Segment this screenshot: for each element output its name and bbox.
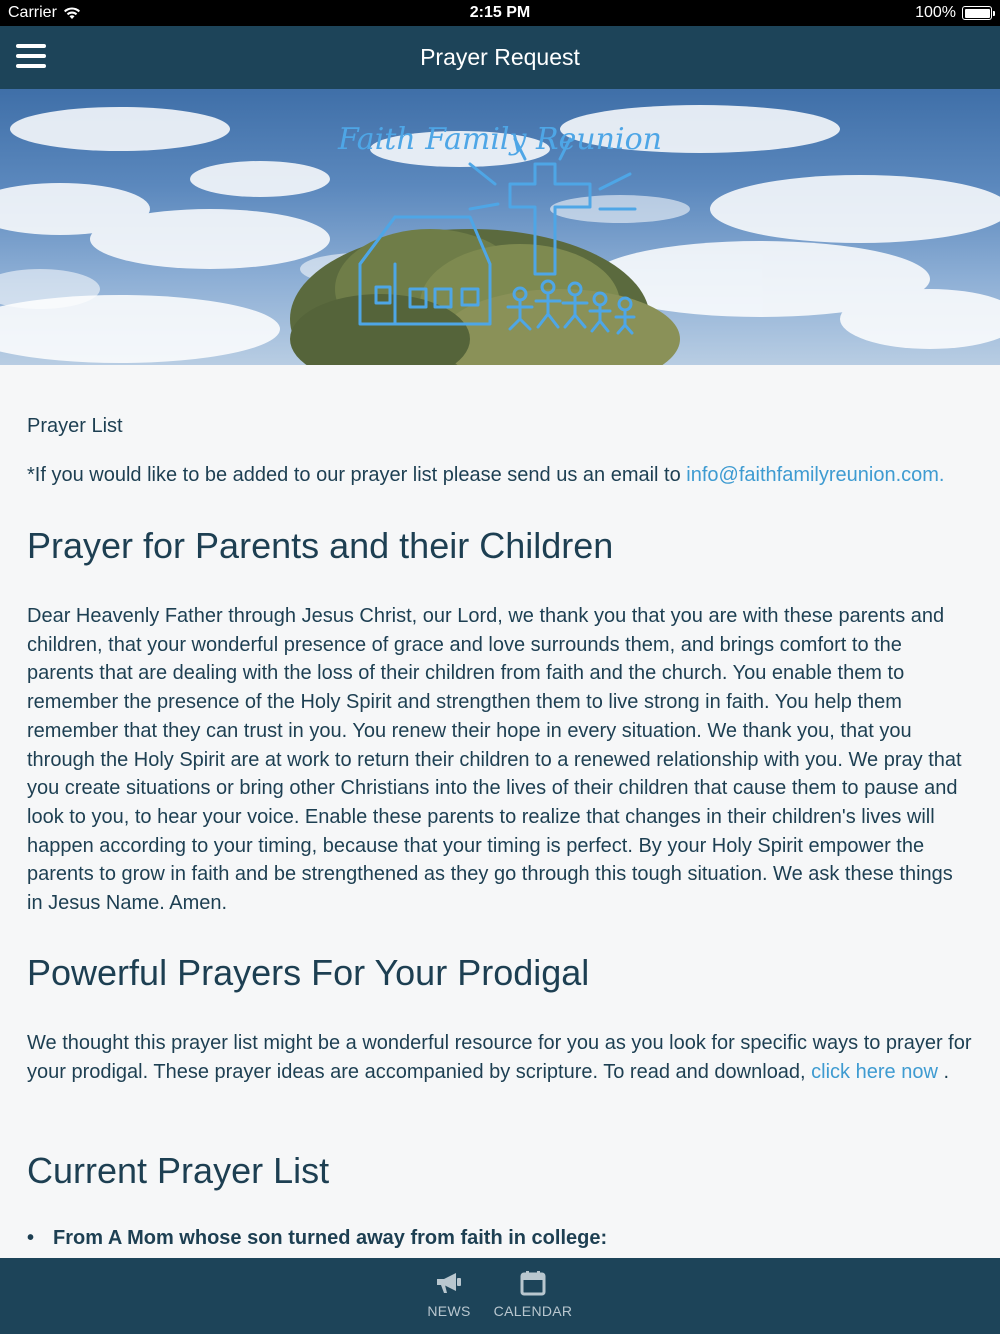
click-here-now-link[interactable]: click here now — [811, 1060, 938, 1083]
prodigal-text — [27, 1029, 972, 1086]
tab-bar — [0, 1258, 1000, 1334]
email-prefix: *If you would like to be added to our prayer list please send us an email to — [27, 464, 687, 486]
email-instructions — [27, 464, 944, 487]
logo-text: Faith Family Reunion — [338, 122, 662, 157]
tab-news[interactable] — [404, 1258, 494, 1334]
prodigal-body: We thought this prayer list might be a wonderful resource for you as you look for specific ways to prayer for your prodigal. These prayer ideas are accompanied by scripture. To read and download, — [27, 1032, 972, 1083]
section-title-parents: Prayer for Parents and their Children — [27, 525, 614, 566]
email-link[interactable]: info@faithfamilyreunion.com. — [686, 464, 945, 486]
list-item: • From A Mom whose son turned away from faith in college: — [53, 1227, 607, 1250]
prayer-list-label: Prayer List — [27, 415, 123, 437]
status-time: 2:15 PM — [469, 4, 531, 21]
battery-percent: 100% — [915, 4, 956, 21]
megaphone-icon — [434, 1270, 464, 1296]
tab-calendar-label: CALENDAR — [493, 1303, 573, 1319]
page-title: Prayer Request — [420, 44, 580, 70]
prodigal-suffix: . — [937, 1060, 950, 1083]
status-bar — [0, 0, 1000, 26]
section-title-prodigal: Powerful Prayers For Your Prodigal — [27, 952, 590, 993]
tab-news-label: NEWS — [427, 1303, 471, 1319]
nav-bar — [0, 26, 1000, 89]
parents-prayer-text: Dear Heavenly Father through Jesus Christ, our Lord, we thank you that you are with these parents and children, that your wonderful presence of grace and love surrounds them, and brings comfort to the parents that are dealing with the loss of their children from faith and the church. You enable them to remember the presence of the Holy Spirit and strengthen them to live strong in faith. You help them remember that they can trust in you. You renew their hope in every situation. We thank you, that you through the Holy Spirit are at work to return their children to a renewed relationship with you. We pray that you create situations or bring other Christians into the lives of their children that cause them to pause and look to you, to hear your voice. Enable these parents to realize that changes in their children's lives will happen according to your timing, because that your timing is perfect. By your Holy Spirit empower the parents to grow in faith and be strengthened as they go through this tough situation. We ask these things in Jesus Name. Amen. — [27, 605, 962, 915]
hero-banner — [0, 89, 1000, 365]
battery-icon — [962, 6, 992, 20]
section-title-current: Current Prayer List — [27, 1150, 330, 1191]
calendar-icon — [520, 1270, 546, 1296]
carrier-label: Carrier — [8, 4, 57, 21]
tab-calendar[interactable] — [488, 1258, 578, 1334]
